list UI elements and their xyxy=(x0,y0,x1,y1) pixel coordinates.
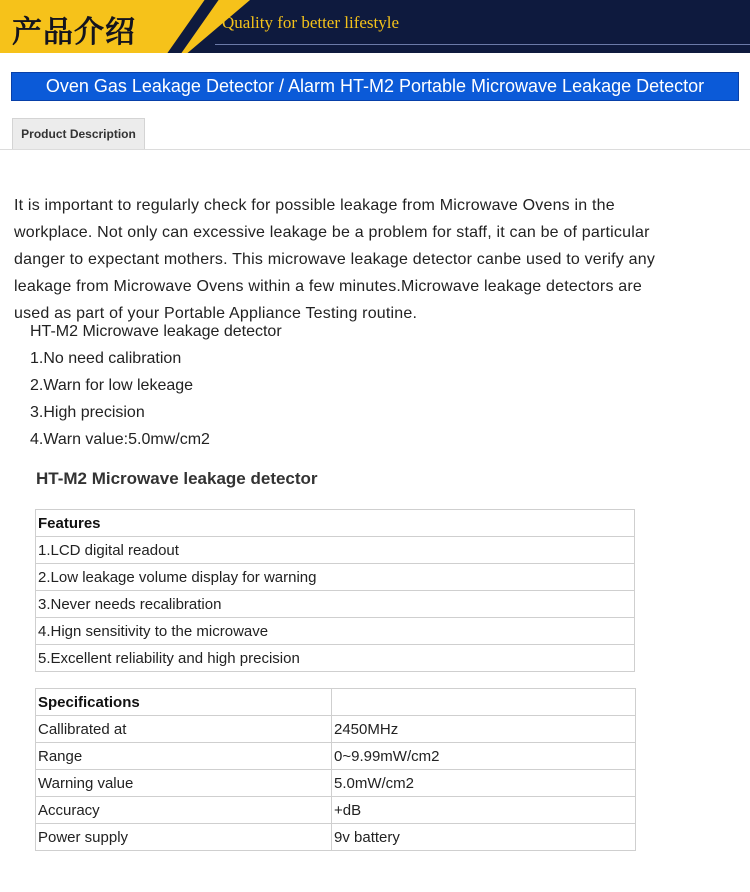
feature-cell: 5.Excellent reliability and high precision xyxy=(36,645,635,672)
spec-label: Range xyxy=(36,743,332,770)
spec-value: 5.0mW/cm2 xyxy=(332,770,636,797)
table-row xyxy=(36,716,636,743)
banner-title: 产品介绍 xyxy=(12,15,136,50)
banner-tagline: Quality for better lifestyle xyxy=(222,13,400,32)
list-item: 3.High precision xyxy=(30,404,145,421)
feature-cell: 1.LCD digital readout xyxy=(36,537,635,564)
spec-value: 2450MHz xyxy=(332,716,636,743)
tab-divider xyxy=(0,149,750,150)
features-table xyxy=(35,509,635,672)
specifications-header: Specifications xyxy=(36,689,332,716)
list-item: 1.No need calibration xyxy=(30,350,182,367)
table-row xyxy=(36,824,636,851)
list-item: 2.Warn for low lekeage xyxy=(30,377,194,394)
feature-cell: 3.Never needs recalibration xyxy=(36,591,635,618)
spec-value: +dB xyxy=(332,797,636,824)
description-line: It is important to regularly check for possible leakage from Microwave Ovens in the xyxy=(14,197,615,214)
product-intro-banner xyxy=(0,0,750,53)
features-header: Features xyxy=(36,510,635,537)
spec-label: Accuracy xyxy=(36,797,332,824)
product-headline: Oven Gas Leakage Detector / Alarm HT-M2 Portable Microwave Leakage Detector xyxy=(11,72,739,101)
highlights-list xyxy=(30,318,282,453)
description-paragraph xyxy=(14,165,744,327)
banner-underline xyxy=(215,44,750,45)
table-row xyxy=(36,797,636,824)
specifications-header-empty xyxy=(332,689,636,716)
table-row xyxy=(36,770,636,797)
spec-label: Power supply xyxy=(36,824,332,851)
feature-cell: 2.Low leakage volume display for warning xyxy=(36,564,635,591)
table-header-row xyxy=(36,689,636,716)
description-line: leakage from Microwave Ovens within a few minutes.Microwave leakage detectors are xyxy=(14,278,643,295)
list-item: 4.Warn value:5.0mw/cm2 xyxy=(30,431,210,448)
table-row xyxy=(36,618,635,645)
spec-label: Warning value xyxy=(36,770,332,797)
list-item: HT-M2 Microwave leakage detector xyxy=(30,323,282,340)
description-line: used as part of your Portable Appliance Testing routine. xyxy=(14,305,418,322)
spec-value: 9v battery xyxy=(332,824,636,851)
table-row xyxy=(36,564,635,591)
tab-product-description[interactable]: Product Description xyxy=(12,118,145,149)
table-row xyxy=(36,645,635,672)
table-row xyxy=(36,743,636,770)
table-header-row xyxy=(36,510,635,537)
specifications-table xyxy=(35,688,636,851)
feature-cell: 4.Hign sensitivity to the microwave xyxy=(36,618,635,645)
description-line: workplace. Not only can excessive leakage be a problem for staff, it can be of particular xyxy=(14,224,650,241)
spec-label: Callibrated at xyxy=(36,716,332,743)
spec-value: 0~9.99mW/cm2 xyxy=(332,743,636,770)
table-row xyxy=(36,591,635,618)
description-line: danger to expectant mothers. This microwave leakage detector canbe used to verify any xyxy=(14,251,656,268)
section-title: HT-M2 Microwave leakage detector xyxy=(36,469,318,488)
table-row xyxy=(36,537,635,564)
